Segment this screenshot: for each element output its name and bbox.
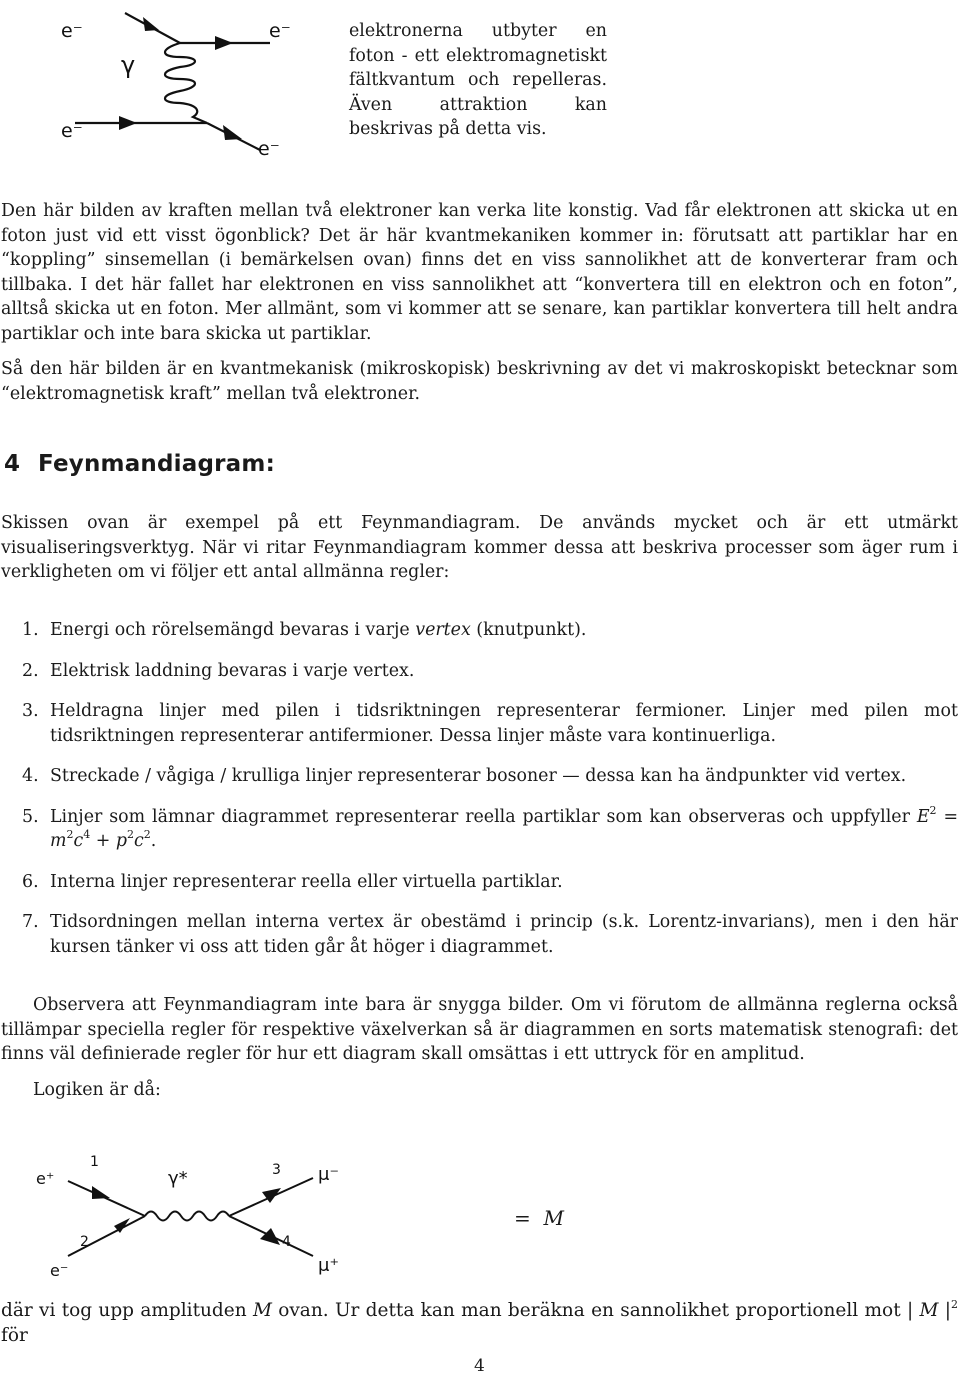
paragraph-explanation: Den här bilden av kraften mellan två elektroner kan verka lite konstig. Vad får elektronen att skicka ut en foton just vid ett visst ögonblick? Det är här kvantmekaniken kommer in: förutsatt att partiklar har en “koppling” sinsemellan (i bemärkelsen ovan) finns det en viss sannolikhet att de konverterar fram och tillbaka. I det här fallet har elektronen en viss sannolikhet att “konvertera till en elektron och en foton”, alltså skicka ut en foton. Mer allmänt, som vi kommer att se senare, kan partiklar konvertera till helt andra partiklar och inte bara skicka ut partiklar. (1, 201, 958, 344)
energy-momentum-relation: $E^2 = m^2c^4 + p^2c^2$. (50, 803, 959, 851)
arrow-top-left (143, 17, 159, 31)
label-gamma-star: γ* (168, 1168, 188, 1189)
equals-sign: = (514, 1206, 531, 1230)
photon-wavy-line (165, 43, 207, 123)
list-item-number: 4. (22, 766, 39, 786)
paragraph-observation: Observera att Feynmandiagram inte bara är snygga bilder. Om vi förutom de allmänna reglerna också tillämpar speciella regler för respektive växelverkan så är diagrammen en sorts matematisk stenografi: det finns väl definierade regler för hur ett diagram skall omsättas i ett uttryck för en amplitud. (1, 995, 958, 1064)
section-number: 4 (4, 451, 21, 477)
label-e-bottom-right: e⁻ (258, 138, 280, 160)
label-gamma: γ (121, 51, 136, 79)
paragraph-summary: Så den här bilden är en kvantmekanisk (mikroskopisk) beskrivning av det vi makroskopiskt betecknar som “elektromagnetisk kraft” mellan två elektroner. (1, 359, 958, 404)
side-caption: elektronerna utbyter en foton - ett elektromagnetiskt fältkvantum och repelleras. Även attraktion kan beskrivas på detta vis. (349, 21, 607, 139)
list-item (0, 910, 958, 959)
list-item (0, 618, 958, 643)
list-item-number: 5. (22, 806, 39, 827)
arrow-positron (92, 1186, 110, 1199)
logic-intro: Logiken är då: (33, 1080, 161, 1100)
amplitude-equation (514, 1206, 564, 1231)
page-number: 4 (474, 1356, 485, 1376)
label-e-bottom-left: e⁻ (61, 120, 83, 142)
rule-text: Streckade / vågiga / krulliga linjer representerar bosoner — dessa kan ha ändpunkter vid vertex. (50, 766, 907, 786)
list-item (0, 699, 958, 748)
rule-text: Energi och rörelsemängd bevaras i varje (50, 620, 416, 640)
virtual-photon-wavy-line (145, 1212, 229, 1221)
rule-text: Interna linjer representerar reella eller virtuella partiklar. (50, 871, 563, 892)
label-e-minus: e⁻ (50, 1261, 69, 1280)
list-item (0, 805, 958, 854)
amplitude-symbol: M (543, 1206, 564, 1230)
positron-line (68, 1181, 145, 1216)
rule-text: Linjer som lämnar diagrammet representerar reella partiklar som kan observeras och uppfyller (50, 806, 910, 827)
rules-list (0, 618, 958, 975)
list-item-number: 2. (22, 660, 39, 681)
label-mu-minus: μ⁻ (318, 1164, 339, 1185)
section-title: Feynmandiagram: (38, 451, 275, 477)
list-item (0, 764, 958, 789)
list-item-number: 3. (22, 701, 39, 721)
label-4: 4 (282, 1234, 291, 1250)
list-item (0, 659, 958, 684)
feynman-diagram-muon-pair (30, 1148, 360, 1283)
arrow-bottom-right (223, 125, 242, 140)
rule-text: Elektrisk laddning bevaras i varje vertex. (50, 660, 415, 681)
arrow-muon-plus (260, 1228, 280, 1245)
rule-text-end: (knutpunkt). (470, 620, 587, 640)
arrow-top-right (215, 36, 233, 50)
label-e-top-left: e⁻ (61, 20, 83, 42)
list-item (0, 870, 958, 895)
label-mu-plus: μ⁺ (318, 1255, 339, 1276)
label-3: 3 (272, 1162, 281, 1178)
feynman-diagram-electron-scattering (55, 5, 305, 165)
rule-text: Heldragna linjer med pilen i tidsriktningen representerar fermioner. Linjer med pilen mot tidsriktningen representerar antifermioner. Dessa linjer måste vara kontinuerliga. (50, 701, 958, 746)
paragraph-intro: Skissen ovan är exempel på ett Feynmandiagram. De används mycket och är ett utmärkt visualiseringsverktyg. När vi ritar Feynmandiagram kommer dessa att beskriva processer som äger rum i verkligheten om vi följer ett antal allmänna regler: (1, 513, 958, 582)
label-e-plus: e⁺ (36, 1169, 55, 1188)
label-e-top-right: e⁻ (269, 20, 291, 42)
rule-text: Tidsordningen mellan interna vertex är obestämd i princip (s.k. Lorentz-invarians), men i den här kursen tänker vi oss att tiden går åt höger i diagrammet. (50, 912, 958, 957)
list-item-number: 7. (22, 912, 39, 932)
rule-emphasis: vertex (415, 620, 471, 640)
label-1: 1 (90, 1154, 99, 1170)
paragraph-amplitude: där vi tog upp amplituden M ovan. Ur detta kan man beräkna en sannolikhet proportionell mot | M $|^2$ för (1, 1297, 958, 1346)
section-heading (4, 449, 275, 479)
arrow-bottom-left (119, 116, 137, 130)
list-item-number: 6. (22, 871, 39, 892)
list-item-number: 1. (22, 620, 39, 640)
label-2: 2 (80, 1234, 89, 1250)
